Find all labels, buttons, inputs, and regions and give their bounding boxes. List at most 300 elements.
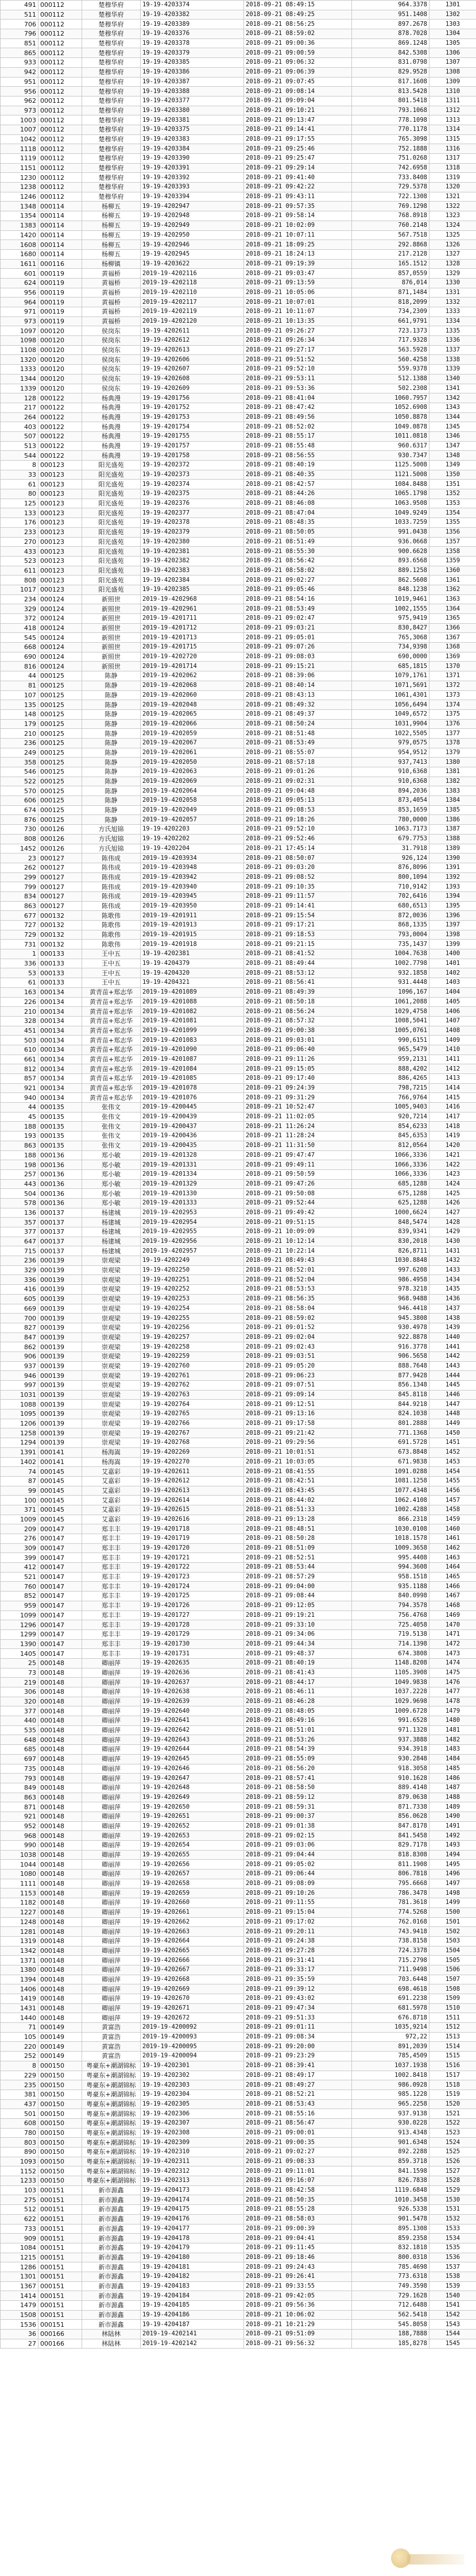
- cell-rank: 1313: [429, 115, 476, 125]
- cell-lot-id: 19-19-4201719: [141, 1534, 244, 1544]
- cell-lot-id: 19-19-4202646: [141, 1764, 244, 1774]
- cell-project-code: 000139: [38, 1419, 82, 1428]
- cell-project-code: 000119: [38, 307, 82, 317]
- table-row: [1, 58, 476, 68]
- cell-price: 945.3808: [352, 1314, 429, 1323]
- cell-rank: 1359: [429, 556, 476, 566]
- cell-price: 830,2018: [352, 1237, 429, 1246]
- cell-price: 794.3578: [352, 1601, 429, 1611]
- cell-project-code: 000124: [38, 594, 82, 604]
- cell-price: 894,2036: [352, 786, 429, 796]
- cell-price: 859.2358: [352, 2234, 429, 2243]
- cell-rank: 1514: [429, 2042, 476, 2052]
- cell-name: 卿丽萍: [82, 1907, 141, 1917]
- cell-price: 826.7838: [352, 2176, 429, 2186]
- cell-name: 卿丽萍: [82, 1860, 141, 1870]
- cell-lot-id: 19-19-4202313: [141, 2176, 244, 2186]
- cell-lot-id: 19-19-4202661: [141, 1907, 244, 1917]
- table-row: [1, 355, 476, 365]
- table-row: [1, 1524, 476, 1534]
- cell-project-code: 000123: [38, 518, 82, 528]
- cell-price: 954,9512: [352, 748, 429, 758]
- cell-seq: 601: [1, 269, 38, 279]
- cell-price: 1002.8418: [352, 2071, 429, 2080]
- cell-seq: 668: [1, 643, 38, 652]
- cell-project-code: 000148: [38, 1907, 82, 1917]
- cell-name: 杨建城: [82, 1237, 141, 1246]
- cell-price: 680,6513: [352, 901, 429, 911]
- cell-price: 217.2128: [352, 249, 429, 259]
- cell-name: 新市源鑫: [82, 2214, 141, 2224]
- cell-lot-id: 19-19-4202948: [141, 211, 244, 221]
- cell-lot-id: 19-19-4202373: [141, 470, 244, 480]
- cell-price: 729.5378: [352, 183, 429, 192]
- cell-timestamp: 2018-09-21 09:03:51: [244, 1351, 352, 1361]
- cell-price: 866.2318: [352, 1515, 429, 1524]
- cell-rank: 1351: [429, 480, 476, 489]
- cell-lot-id: 19-19-4202653: [141, 1831, 244, 1841]
- cell-name: 郑丰丰: [82, 1639, 141, 1649]
- cell-seq: 730: [1, 825, 38, 835]
- cell-rank: 1420: [429, 1141, 476, 1150]
- cell-name: 郑小敏: [82, 1169, 141, 1179]
- cell-price: 960.6317: [352, 441, 429, 451]
- cell-name: 楚穆华府: [82, 58, 141, 68]
- cell-seq: 329: [1, 604, 38, 614]
- cell-name: 阳光盛苑: [82, 470, 141, 480]
- cell-name: 粤豪东+潮湖锦标: [82, 2138, 141, 2148]
- cell-rank: 1516: [429, 2061, 476, 2071]
- cell-price: 840.0998: [352, 1592, 429, 1601]
- cell-project-code: 000148: [38, 1783, 82, 1793]
- cell-price: 1011.0818: [352, 431, 429, 441]
- cell-price: 1091.0288: [352, 1467, 429, 1477]
- cell-price: 1030.0108: [352, 1524, 429, 1534]
- cell-lot-id: 19-19-4202379: [141, 527, 244, 537]
- cell-seq: 329: [1, 1265, 38, 1275]
- cell-price: 910,6368: [352, 767, 429, 777]
- cell-timestamp: 2018-09-21 10:22:14: [244, 1246, 352, 1256]
- table-row: [1, 1927, 476, 1937]
- cell-project-code: 000112: [38, 192, 82, 202]
- cell-rank: 1394: [429, 891, 476, 901]
- table-row: [1, 1447, 476, 1457]
- cell-project-code: 000147: [38, 1611, 82, 1620]
- table-row: [1, 690, 476, 700]
- cell-timestamp: 2018-09-21 08:56:41: [244, 978, 352, 988]
- cell-name: 黄富浩: [82, 2023, 141, 2033]
- table-row: [1, 2176, 476, 2186]
- cell-timestamp: 2018-09-21 08:49:16: [244, 1716, 352, 1726]
- cell-timestamp: 2018-09-21 10:21:29: [244, 2320, 352, 2330]
- cell-lot-id: 2019-19-4200435: [141, 1141, 244, 1150]
- cell-seq: 808: [1, 834, 38, 844]
- cell-rank: 1467: [429, 1592, 476, 1601]
- table-row: [1, 96, 476, 106]
- cell-lot-id: 19-19-4202615: [141, 1505, 244, 1515]
- cell-timestamp: 2018-09-21 09:20:11: [244, 1927, 352, 1937]
- cell-timestamp: 2018-09-21 09:00:37: [244, 1812, 352, 1821]
- cell-lot-id: 19-19-4202656: [141, 1860, 244, 1870]
- cell-rank: 1539: [429, 2281, 476, 2291]
- cell-seq: 1206: [1, 1419, 38, 1428]
- cell-seq: 1536: [1, 2320, 38, 2330]
- cell-timestamp: 2018-09-21 09:00:35: [244, 2138, 352, 2148]
- cell-rank: 1350: [429, 470, 476, 480]
- cell-name: 杨典漫: [82, 441, 141, 451]
- cell-seq: 416: [1, 1285, 38, 1295]
- table-row: [1, 115, 476, 125]
- table-row: [1, 1476, 476, 1486]
- cell-name: 王中五: [82, 949, 141, 959]
- cell-rank: 1464: [429, 1563, 476, 1573]
- cell-rank: 1541: [429, 2301, 476, 2311]
- table-row: [1, 1141, 476, 1150]
- table-row: [1, 2301, 476, 2311]
- table-row: [1, 173, 476, 183]
- cell-seq: 1608: [1, 240, 38, 250]
- cell-rank: 1357: [429, 537, 476, 547]
- cell-seq: 1479: [1, 2301, 38, 2311]
- cell-timestamp: 2018-09-21 09:02:04: [244, 1333, 352, 1342]
- cell-seq: 1088: [1, 1400, 38, 1409]
- cell-rank: 1384: [429, 796, 476, 806]
- cell-name: 卿丽萍: [82, 1879, 141, 1888]
- cell-name: 新市源鑫: [82, 2281, 141, 2291]
- cell-project-code: 000139: [38, 1381, 82, 1391]
- table-row: [1, 1764, 476, 1774]
- cell-timestamp: 2018-09-21 09:24:43: [244, 2262, 352, 2272]
- table-row: [1, 1323, 476, 1333]
- cell-price: 932.1858: [352, 968, 429, 978]
- cell-rank: 1379: [429, 748, 476, 758]
- table-row: [1, 240, 476, 250]
- cell-name: 阳光盛苑: [82, 508, 141, 518]
- cell-price: 1049.0878: [352, 422, 429, 432]
- cell-seq: 1394: [1, 1975, 38, 1984]
- table-row: [1, 183, 476, 192]
- cell-rank: 1387: [429, 825, 476, 835]
- cell-timestamp: 2018-09-21 09:05:13: [244, 796, 352, 806]
- cell-name: 阳光盛苑: [82, 585, 141, 594]
- cell-rank: 1479: [429, 1706, 476, 1716]
- cell-timestamp: 2018-09-21 09:08:14: [244, 87, 352, 96]
- cell-lot-id: 2019-19-4202968: [141, 594, 244, 604]
- cell-name: 郑丰丰: [82, 1649, 141, 1659]
- cell-price: 895.1308: [352, 2224, 429, 2234]
- cell-seq: 669: [1, 1304, 38, 1314]
- cell-seq: 371: [1, 1505, 38, 1515]
- cell-rank: 1439: [429, 1323, 476, 1333]
- cell-price: 749.3598: [352, 2281, 429, 2291]
- cell-name: 崇观梁: [82, 1438, 141, 1448]
- cell-name: 卿丽萍: [82, 1898, 141, 1908]
- cell-lot-id: 19-19-4204173: [141, 2185, 244, 2195]
- cell-lot-id: 19-19-4202945: [141, 249, 244, 259]
- cell-name: 阳光盛苑: [82, 566, 141, 576]
- table-row: [1, 326, 476, 336]
- table-row: [1, 1285, 476, 1295]
- cell-lot-id: 19-19-4202269: [141, 1447, 244, 1457]
- cell-name: 粤豪东+潮湖锦标: [82, 2148, 141, 2157]
- cell-seq: 956: [1, 288, 38, 298]
- cell-project-code: 000136: [38, 1150, 82, 1160]
- cell-project-code: 000112: [38, 1, 82, 10]
- cell-name: 粤豪东+潮湖锦标: [82, 2080, 141, 2090]
- cell-rank: 1501: [429, 1917, 476, 1927]
- cell-seq: 1238: [1, 183, 38, 192]
- cell-project-code: 000148: [38, 1658, 82, 1668]
- cell-name: 卿丽萍: [82, 1754, 141, 1764]
- cell-price: 502.2308: [352, 384, 429, 393]
- table-row: [1, 2157, 476, 2166]
- table-row: [1, 1534, 476, 1544]
- table-row: [1, 154, 476, 164]
- cell-timestamp: 2018-09-21 09:50:59: [244, 1169, 352, 1179]
- table-row: [1, 2032, 476, 2042]
- table-row: [1, 537, 476, 547]
- cell-name: 陈歌伟: [82, 940, 141, 949]
- cell-seq: 513: [1, 441, 38, 451]
- cell-project-code: 000112: [38, 58, 82, 68]
- table-row: [1, 1227, 476, 1237]
- cell-name: 陈静: [82, 729, 141, 739]
- cell-rank: 1480: [429, 1716, 476, 1726]
- cell-project-code: 000132: [38, 911, 82, 921]
- cell-project-code: 000148: [38, 1831, 82, 1841]
- cell-timestamp: 2018-09-21 08:59:12: [244, 1793, 352, 1802]
- cell-price: 691.2238: [352, 1994, 429, 2004]
- cell-price: 842.5308: [352, 48, 429, 58]
- cell-price: 729.1628: [352, 2291, 429, 2301]
- cell-name: 侯岗东: [82, 384, 141, 393]
- cell-timestamp: 2018-09-21 09:49:42: [244, 1208, 352, 1218]
- cell-timestamp: 2018-09-21 09:57:35: [244, 202, 352, 211]
- cell-seq: 1611: [1, 259, 38, 269]
- cell-lot-id: 2019-19-4201099: [141, 1026, 244, 1036]
- cell-name: 崇观梁: [82, 1419, 141, 1428]
- cell-name: 郑丰丰: [82, 1534, 141, 1544]
- cell-seq: 906: [1, 1351, 38, 1361]
- cell-rank: 1532: [429, 2214, 476, 2224]
- cell-name: 杨典漫: [82, 393, 141, 403]
- cell-name: 陈静: [82, 700, 141, 710]
- cell-name: 杨典漫: [82, 422, 141, 432]
- cell-seq: 610: [1, 1045, 38, 1055]
- cell-price: 785,4509: [352, 2052, 429, 2061]
- cell-seq: 951: [1, 77, 38, 87]
- cell-seq: 1044: [1, 1860, 38, 1870]
- cell-seq: 812: [1, 1064, 38, 1074]
- cell-lot-id: 19-19-4203387: [141, 77, 244, 87]
- cell-name: 崇观梁: [82, 1333, 141, 1342]
- cell-lot-id: 19-19-4204178: [141, 2234, 244, 2243]
- cell-rank: 1393: [429, 882, 476, 892]
- cell-price: 826,8711: [352, 1246, 429, 1256]
- table-row: [1, 1553, 476, 1563]
- cell-seq: 377: [1, 1227, 38, 1237]
- cell-price: 1096,167: [352, 987, 429, 997]
- cell-lot-id: 2019-19-4201084: [141, 1064, 244, 1074]
- table-row: [1, 614, 476, 624]
- cell-rank: 1424: [429, 1179, 476, 1189]
- cell-rank: 1435: [429, 1285, 476, 1295]
- cell-project-code: 000136: [38, 1169, 82, 1179]
- cell-price: 916.3778: [352, 1342, 429, 1352]
- cell-seq: 1233: [1, 2176, 38, 2186]
- cell-name: 郑丰丰: [82, 1629, 141, 1639]
- cell-price: 886,4265: [352, 1074, 429, 1084]
- table-row: [1, 1984, 476, 1994]
- cell-rank: 1325: [429, 230, 476, 240]
- cell-timestamp: 2018-09-21 09:21:42: [244, 1428, 352, 1438]
- cell-name: 崇观梁: [82, 1342, 141, 1352]
- table-row: [1, 1294, 476, 1304]
- cell-lot-id: 19-19-4202654: [141, 1841, 244, 1851]
- cell-seq: 606: [1, 796, 38, 806]
- cell-seq: 443: [1, 1179, 38, 1189]
- table-row: [1, 489, 476, 499]
- cell-seq: 1227: [1, 1907, 38, 1917]
- cell-timestamp: 2018-09-21 09:15:05: [244, 1064, 352, 1074]
- cell-price: 675,1288: [352, 1189, 429, 1199]
- cell-seq: 1440: [1, 2013, 38, 2023]
- cell-name: 黄青苗+郑志华: [82, 1026, 141, 1036]
- cell-lot-id: 19-19-4202647: [141, 1774, 244, 1783]
- cell-lot-id: 2019-19-4201085: [141, 1074, 244, 1084]
- cell-lot-id: 19-19-4202658: [141, 1879, 244, 1888]
- cell-rank: 1411: [429, 1055, 476, 1064]
- table-row: [1, 1706, 476, 1716]
- cell-rank: 1342: [429, 393, 476, 403]
- cell-rank: 1442: [429, 1351, 476, 1361]
- cell-name: 楚穆华府: [82, 173, 141, 183]
- cell-project-code: 000148: [38, 1850, 82, 1860]
- cell-name: 卿丽萍: [82, 1678, 141, 1687]
- cell-seq: 956: [1, 87, 38, 96]
- cell-price: 829.7178: [352, 1841, 429, 1851]
- cell-seq: 1419: [1, 1994, 38, 2004]
- table-row: [1, 633, 476, 643]
- cell-price: 1022,5505: [352, 729, 429, 739]
- cell-rank: 1454: [429, 1467, 476, 1477]
- cell-seq: 685: [1, 1745, 38, 1755]
- cell-project-code: 000125: [38, 748, 82, 758]
- cell-seq: 968: [1, 1831, 38, 1841]
- cell-timestamp: 2018-09-21 08:52:01: [244, 1265, 352, 1275]
- cell-rank: 1423: [429, 1169, 476, 1179]
- cell-timestamp: 2018-09-21 08:58:03: [244, 2214, 352, 2224]
- cell-project-code: 000120: [38, 384, 82, 393]
- table-row: [1, 2253, 476, 2262]
- cell-lot-id: 2019-19-4202048: [141, 700, 244, 710]
- cell-name: 新照世: [82, 662, 141, 671]
- cell-price: 1061,2088: [352, 997, 429, 1007]
- cell-project-code: 000145: [38, 1476, 82, 1486]
- cell-rank: 1543: [429, 2320, 476, 2330]
- cell-lot-id: 19-19-4202611: [141, 1467, 244, 1477]
- cell-project-code: 000134: [38, 997, 82, 1007]
- cell-timestamp: 2018-09-21 08:56:25: [244, 20, 352, 29]
- table-row: [1, 2166, 476, 2176]
- table-row: [1, 1735, 476, 1745]
- table-row: [1, 2339, 476, 2349]
- cell-rank: 1440: [429, 1333, 476, 1342]
- cell-timestamp: 2018-09-21 09:05:02: [244, 1860, 352, 1870]
- cell-rank: 1523: [429, 2128, 476, 2138]
- cell-project-code: 000148: [38, 1706, 82, 1716]
- cell-timestamp: 2018-09-21 08:53:26: [244, 1735, 352, 1745]
- cell-project-code: 000147: [38, 1592, 82, 1601]
- cell-price: 859.3718: [352, 2157, 429, 2166]
- table-row: [1, 2042, 476, 2052]
- table-row: [1, 1582, 476, 1592]
- cell-project-code: 000150: [38, 2138, 82, 2148]
- cell-rank: 1362: [429, 585, 476, 594]
- cell-name: 卿丽萍: [82, 1831, 141, 1841]
- cell-seq: 647: [1, 1237, 38, 1246]
- cell-price: 986.0928: [352, 2080, 429, 2090]
- cell-project-code: 000125: [38, 671, 82, 681]
- cell-rank: 1465: [429, 1572, 476, 1582]
- cell-name: 卿丽萍: [82, 1716, 141, 1726]
- cell-name: 黄青苗+郑志华: [82, 1083, 141, 1093]
- cell-timestamp: 2018-09-21 09:26:41: [244, 2272, 352, 2281]
- cell-name: 张伟文: [82, 1112, 141, 1122]
- cell-price: 951.1408: [352, 10, 429, 20]
- cell-timestamp: 2018-09-21 10:52:47: [244, 1103, 352, 1113]
- cell-price: 848.1238: [352, 585, 429, 594]
- cell-seq: 1182: [1, 1898, 38, 1908]
- cell-name: 卿丽萍: [82, 1975, 141, 1984]
- cell-project-code: 000124: [38, 614, 82, 624]
- cell-seq: 608: [1, 2118, 38, 2128]
- cell-rank: 1377: [429, 729, 476, 739]
- cell-seq: 198: [1, 1160, 38, 1170]
- cell-name: 黄福桥: [82, 307, 141, 317]
- cell-price: 766,9764: [352, 1093, 429, 1103]
- cell-lot-id: 19-19-4202202: [141, 834, 244, 844]
- cell-lot-id: 19-19-4202662: [141, 1917, 244, 1927]
- cell-rank: 1506: [429, 1965, 476, 1975]
- cell-rank: 1466: [429, 1582, 476, 1592]
- table-row: [1, 547, 476, 557]
- cell-project-code: 000150: [38, 2071, 82, 2080]
- cell-timestamp: 2018-09-21 08:43:13: [244, 690, 352, 700]
- table-row: [1, 1208, 476, 1218]
- cell-project-code: 000127: [38, 901, 82, 911]
- cell-timestamp: 2018-09-21 09:08:53: [244, 805, 352, 815]
- cell-name: 陈歌伟: [82, 930, 141, 940]
- cell-lot-id: 19-19-4202639: [141, 1697, 244, 1706]
- cell-name: 张伟文: [82, 1122, 141, 1131]
- cell-seq: 674: [1, 805, 38, 815]
- cell-price: 937.3888: [352, 1735, 429, 1745]
- cell-timestamp: 2018-09-21 09:08:44: [244, 1592, 352, 1601]
- cell-lot-id: 2019-19-4202069: [141, 777, 244, 786]
- cell-seq: 136: [1, 1208, 38, 1218]
- cell-name: 粤豪东+潮湖锦标: [82, 2166, 141, 2176]
- table-row: [1, 1419, 476, 1428]
- cell-timestamp: 2018-09-21 10:09:09: [244, 1227, 352, 1237]
- cell-timestamp: 2018-09-21 08:49:44: [244, 959, 352, 968]
- cell-lot-id: 19-19-4204379: [141, 959, 244, 968]
- cell-price: 935.1188: [352, 1582, 429, 1592]
- cell-seq: 1452: [1, 844, 38, 853]
- cell-name: 楚穆华府: [82, 192, 141, 202]
- cell-rank: 1522: [429, 2118, 476, 2128]
- cell-lot-id: 2019-19-4200436: [141, 1131, 244, 1141]
